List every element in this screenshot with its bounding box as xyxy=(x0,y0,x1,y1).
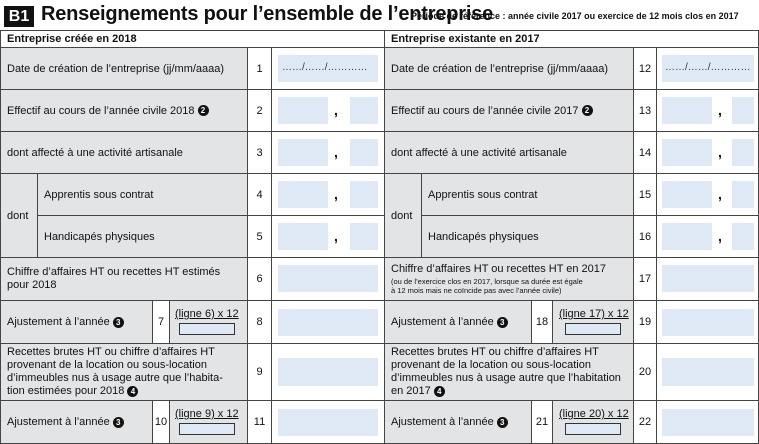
months-7-input[interactable] xyxy=(179,323,235,335)
artisanal-2017-decimal-input[interactable] xyxy=(732,139,754,166)
left-ajust1-calc: (ligne 6) x 12 xyxy=(175,308,239,320)
left-date-cell xyxy=(271,47,385,90)
apprentis-2018-decimal-input[interactable] xyxy=(350,181,378,208)
right-ca-text xyxy=(391,263,606,295)
left-effectif-text: Effectif au cours de l’année civile 2018 xyxy=(7,104,195,117)
line-number-3: 3 xyxy=(247,131,272,174)
right-ajust2-text: Ajustement à l’année xyxy=(391,416,494,428)
note-marker: 3 xyxy=(113,417,124,428)
right-artisanal-label: dont affecté à une activité artisanale xyxy=(384,131,634,174)
line-number-21: 21 xyxy=(531,400,553,444)
note-marker: 4 xyxy=(434,386,445,397)
right-ajust1-label xyxy=(384,300,532,344)
effectif-2017-integer-input[interactable] xyxy=(662,97,712,124)
left-ajust1-calc-cell xyxy=(169,300,248,344)
apprentis-2018-integer-input[interactable] xyxy=(278,181,328,208)
line-number-6: 6 xyxy=(247,257,272,301)
right-ajust1-calc-cell xyxy=(552,300,634,344)
left-date-label: Date de création de l’entreprise (jj/mm/aaaa) xyxy=(0,47,248,90)
left-artisanal-label: dont affecté à une activité artisanale xyxy=(0,131,248,174)
left-ajust1-cell xyxy=(271,300,385,344)
left-effectif-cell xyxy=(271,89,385,132)
creation-date-input-2017[interactable] xyxy=(662,55,754,82)
note-marker: 2 xyxy=(582,105,593,116)
line-number-2: 2 xyxy=(247,89,272,132)
left-ajust2-cell xyxy=(271,400,385,444)
decimal-comma: , xyxy=(718,186,722,202)
right-ca-note-1: (ou de l’exercice clos en 2017, lorsque sa durée est égale xyxy=(391,277,583,286)
decimal-comma: , xyxy=(334,228,338,244)
line-number-16: 16 xyxy=(633,215,657,258)
form-grid xyxy=(0,30,759,444)
ajust-22-input[interactable] xyxy=(662,409,754,436)
left-ajust2-calc-cell xyxy=(169,400,248,444)
line-number-14: 14 xyxy=(633,131,657,174)
left-recettes-label xyxy=(0,343,248,401)
left-dont-label: dont xyxy=(0,173,38,258)
line-number-11: 11 xyxy=(247,400,272,444)
right-ajust1-calc: (ligne 17) x 12 xyxy=(559,308,629,320)
note-marker: 3 xyxy=(497,317,508,328)
right-ca-note-2: à 12 mois mais ne coïncide pas avec l’année civile) xyxy=(391,286,562,295)
right-ajust2-cell xyxy=(656,400,759,444)
line-number-22: 22 xyxy=(633,400,657,444)
decimal-comma: , xyxy=(334,102,338,118)
section-badge: B1 xyxy=(4,6,34,27)
right-recettes-label xyxy=(384,343,634,401)
line-number-12: 12 xyxy=(633,47,657,90)
right-recettes-text xyxy=(391,346,621,398)
right-recettes-cell xyxy=(656,343,759,401)
months-21-input[interactable] xyxy=(565,423,621,435)
apprentis-2017-integer-input[interactable] xyxy=(662,181,712,208)
reference-period: Période de référence : année civile 2017 ou exercice de 12 mois clos en 2017 xyxy=(411,11,739,21)
right-effectif-label xyxy=(384,89,634,132)
line-number-13: 13 xyxy=(633,89,657,132)
creation-date-input-2018[interactable] xyxy=(278,55,378,82)
right-effectif-cell xyxy=(656,89,759,132)
right-ca-label xyxy=(384,257,634,301)
decimal-comma: , xyxy=(718,144,722,160)
effectif-2018-decimal-input[interactable] xyxy=(350,97,378,124)
recettes-2018-input[interactable] xyxy=(278,358,378,386)
ajust-19-input[interactable] xyxy=(662,309,754,336)
right-ca-cell xyxy=(656,257,759,301)
left-recettes-line-2: provenant de la location ou sous-location xyxy=(7,359,207,371)
right-handicapes-label: Handicapés physiques xyxy=(421,215,634,258)
right-effectif-text: Effectif au cours de l’année civile 2017 xyxy=(391,104,579,117)
note-marker: 4 xyxy=(127,386,138,397)
right-ca-line-1: Chiffre d’affaires HT ou recettes HT en 2017 xyxy=(391,263,607,275)
right-dont-label: dont xyxy=(384,173,422,258)
left-ajust2-text: Ajustement à l’année xyxy=(7,416,110,428)
left-ca-label xyxy=(0,257,248,301)
right-ajust2-calc-cell xyxy=(552,400,634,444)
title-bar xyxy=(0,0,759,30)
artisanal-2018-integer-input[interactable] xyxy=(278,139,328,166)
left-ajust2-calc: (ligne 9) x 12 xyxy=(175,408,239,420)
date-placeholder: ……/……/………… xyxy=(282,62,368,73)
ca-2018-input[interactable] xyxy=(278,265,378,292)
right-ajust2-label xyxy=(384,400,532,444)
date-placeholder: ……/……/………… xyxy=(665,62,751,73)
effectif-2018-integer-input[interactable] xyxy=(278,97,328,124)
decimal-comma: , xyxy=(718,102,722,118)
left-apprentis-label: Apprentis sous contrat xyxy=(37,173,248,216)
line-number-1: 1 xyxy=(247,47,272,90)
left-heading: Entreprise créée en 2018 xyxy=(0,30,385,48)
line-number-10: 10 xyxy=(152,400,170,444)
left-ajust1-text: Ajustement à l’année xyxy=(7,316,110,328)
recettes-2017-input[interactable] xyxy=(662,358,754,386)
right-recettes-line-1: Recettes brutes HT ou chiffre d’affaires HT xyxy=(391,346,599,358)
artisanal-2018-decimal-input[interactable] xyxy=(350,139,378,166)
left-handicapes-label: Handicapés physiques xyxy=(37,215,248,258)
line-number-8: 8 xyxy=(247,300,272,344)
decimal-comma: , xyxy=(334,186,338,202)
left-recettes-line-4: tion estimées pour 2018 xyxy=(7,385,125,397)
left-ca-text xyxy=(7,266,220,292)
right-apprentis-label: Apprentis sous contrat xyxy=(421,173,634,216)
right-ajust2-calc: (ligne 20) x 12 xyxy=(559,408,629,420)
line-number-5: 5 xyxy=(247,215,272,258)
decimal-comma: , xyxy=(718,228,722,244)
line-number-15: 15 xyxy=(633,173,657,216)
handicapes-2017-integer-input[interactable] xyxy=(662,223,712,250)
left-artisanal-cell xyxy=(271,131,385,174)
left-ajust1-label xyxy=(0,300,153,344)
left-ajust2-label xyxy=(0,400,153,444)
artisanal-2017-integer-input[interactable] xyxy=(662,139,712,166)
left-recettes-cell xyxy=(271,343,385,401)
right-date-cell xyxy=(656,47,759,90)
right-ajust1-text: Ajustement à l’année xyxy=(391,316,494,328)
left-handicapes-cell xyxy=(271,215,385,258)
left-apprentis-cell xyxy=(271,173,385,216)
right-heading: Entreprise existante en 2017 xyxy=(384,30,759,48)
months-18-input[interactable] xyxy=(565,323,621,335)
line-number-19: 19 xyxy=(633,300,657,344)
right-artisanal-cell xyxy=(656,131,759,174)
apprentis-2017-decimal-input[interactable] xyxy=(732,181,754,208)
right-date-label: Date de création de l’entreprise (jj/mm/aaaa) xyxy=(384,47,634,90)
left-ca-line-1: Chiffre d’affaires HT ou recettes HT estimés xyxy=(7,266,221,278)
handicapes-2018-decimal-input[interactable] xyxy=(350,223,378,250)
left-recettes-text xyxy=(7,346,223,398)
left-recettes-line-1: Recettes brutes HT ou chiffre d’affaires HT xyxy=(7,346,215,358)
right-ajust1-cell xyxy=(656,300,759,344)
note-marker: 3 xyxy=(113,317,124,328)
line-number-17: 17 xyxy=(633,257,657,301)
ajust-11-input[interactable] xyxy=(278,409,378,436)
left-effectif-label xyxy=(0,89,248,132)
ca-2017-input[interactable] xyxy=(662,265,754,292)
left-ca-cell xyxy=(271,257,385,301)
right-handicapes-cell xyxy=(656,215,759,258)
note-marker: 2 xyxy=(198,105,209,116)
right-recettes-line-4: en 2017 xyxy=(391,385,431,397)
line-number-18: 18 xyxy=(531,300,553,344)
right-recettes-line-2: provenant de la location ou sous-location xyxy=(391,359,591,371)
right-apprentis-cell xyxy=(656,173,759,216)
line-number-4: 4 xyxy=(247,173,272,216)
line-number-20: 20 xyxy=(633,343,657,401)
handicapes-2017-decimal-input[interactable] xyxy=(732,223,754,250)
section-title: Renseignements pour l’ensemble de l’entreprise xyxy=(41,3,494,25)
note-marker: 3 xyxy=(497,417,508,428)
left-ca-line-2: pour 2018 xyxy=(7,279,57,291)
right-recettes-line-3: d’immeubles nus à usage autre que l’habitation xyxy=(391,372,621,384)
ajust-8-input[interactable] xyxy=(278,309,378,336)
months-10-input[interactable] xyxy=(179,423,235,435)
effectif-2017-decimal-input[interactable] xyxy=(732,97,754,124)
decimal-comma: , xyxy=(334,144,338,160)
line-number-7: 7 xyxy=(152,300,170,344)
handicapes-2018-integer-input[interactable] xyxy=(278,223,328,250)
left-recettes-line-3: d’immeubles nus à usage autre que l’habita- xyxy=(7,372,223,384)
line-number-9: 9 xyxy=(247,343,272,401)
